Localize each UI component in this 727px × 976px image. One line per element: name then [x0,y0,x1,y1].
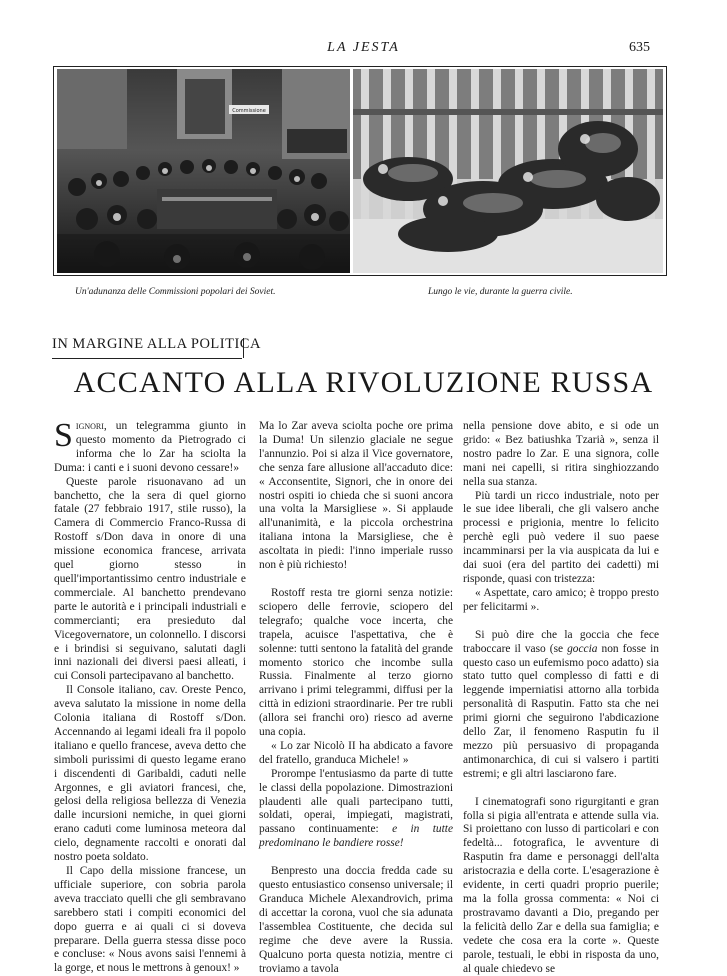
soviet-meeting-photo [57,69,350,273]
paragraph: « Aspettate, caro amico; è troppo presto per felicitarmi ». [463,586,659,613]
magazine-title: LA JESTA [327,40,400,55]
paragraph: Il Console italiano, cav. Oreste Penco, aveva salutato la missione in nome della Colonia italiana di Rostoff s/Don. Accennando ai legami ideali fra il popolo italiano e quello francese, aveva detto che simboli purissimi di questo legame erano i discendenti di Garibaldi, caduti nelle Argonnes, e gli aviatori francesi, che, gelosi della religiosa bellezza di Venezia dalle incursioni nemiche, in quei giorni erano caduti come luminosa meteora dal cielo, degnamente raccolti e onorati dal nostro poeta soldato. [54,684,246,864]
drop-cap: S [54,417,73,454]
paragraph-text: Prorompe l'entusiasmo da parte di tutte le classi della popolazione. Dimostrazioni plaudenti alle quali partecipano tutti, soldati, operai, impiegati, magistrati, passano continuamente: [259,767,453,836]
paragraph: « Lo zar Nicolò II ha abdicato a favore del fratello, granduca Michele! » [259,739,453,766]
article-column-2 [259,420,453,976]
paragraph: I cinematografi sono rigurgitanti e gran folla si pigia all'entrata e attende sulla via. Si proiettano con lusso di particolari e con fedeltà... fotografica, le avventure di Rasputin fra dame e personaggi dell'alta aristocrazia e della corte. L'esagerazione è evidente, in certi quadri proprio puerile; ma la folla grossa commenta: « Noi ci prostravamo davanti a Dio, pregando per la felicità dello Zar e della sua famiglia; e vedete che cosa era la corte ». Queste parole, testuali, le ebbi in risposta da uno, al quale chiedevo se [463,795,659,975]
photo-panel [53,66,667,276]
section-label: IN MARGINE ALLA POLITICA [52,336,261,352]
opening-smallcaps: ignori [75,420,104,432]
italic-word: goccia [567,642,598,655]
italic-phrase: e in tutte predominano le bandiere rosse! [259,823,453,850]
article-headline: ACCANTO ALLA RIVOLUZIONE RUSSA [73,366,654,399]
paragraph-text: non fosse in questo caso un eufemismo poco adatto) sia stato tutto quel complesso di fatti e di leggende imperniatisi attorno alla torbida personalità di Rasputin. Fatto sta che nei primi giorni che seguirono l'abdicazione dello Zar, il fenomeno Rasputin fu il mezzo più persuasivo di propaganda antimonarchica, di cui si valsero i partiti estremi; e gli altri lasciarono fare. [463,642,659,780]
paragraph: nella pensione dove abito, e si ode un grido: « Bez batiushka Tzarià », senza il nostro padre lo Zar. E una signora, colle mani nei capelli, si ritira singhiozzando nella sua stanza. [463,420,659,488]
right-photo-caption: Lungo le vie, durante la guerra civile. [428,287,573,297]
section-side-rule [243,338,244,358]
article-column-1 [54,417,246,976]
street-civil-war-photo [353,69,663,273]
paragraph-text: Si può dire che la goccia che fece traboccare il vaso (se [463,628,659,655]
section-underline [52,358,242,359]
paragraph: Benpresto una doccia fredda cade su questo entusiastico consenso universale; il Granduca Michele Alexandrovich, prima di accettar la corona, vuol che sia adunata l'assemblea Costituente, che decida sul regime che deve avere la Russia. Qualcuno porta questa notizia, mentre ci troviamo a tavola [259,865,453,975]
paragraph: Ma lo Zar aveva sciolta poche ore prima la Duma! Un silenzio glaciale ne segue l'annunzio. Poi si alza il Vice governatore, che senza fare allusione all'accaduto dice: « Acconsentite, Signori, che in onore dei nostri ospiti io chieda che si suoni ancora una volta la Marsigliese ». Si applaude all'unanimità, e la piccola orchestrina italiana intona la Marsigliese, che è ascoltata in piedi: l'inno imperiale russo non è più richiesto! [259,420,453,572]
paragraph: Queste parole risuonavano ad un banchetto, che la sera di quel giorno fatale (27 febbraio 1917, stile russo), la Camera di Commercio Franco-Russa di Rostoff s/Don dava in onore di una missione economica francese, arrivata quel giorno stesso in quell'importantissimo centro industriale e commerciale. Al banchetto prendevano parte le autorità e i principali industriali e commercianti; era presieduto dal Vicegovernatore, un colonnello. I discorsi e i brindisi si seguivano, salutati dagli inni nazionali dei diversi paesi alleati, i cui Consoli partecipavano al banchetto. [54,475,246,683]
paragraph: Più tardi un ricco industriale, noto per le sue idee liberali, che gli valsero anche processi e prigionia, mentre lo felicito perchè egli può vedere il suo paese incamminarsi per la via auspicata da lui e dai suoi (era del partito dei cadetti) mi risponde, quasi con tristezza: [463,489,659,585]
opening-text: , un telegramma giunto in questo momento da Pietrogrado ci informa che lo Zar ha sciolta la Duma: i canti e i suoni devono cessare!» [54,420,246,474]
paragraph: Rostoff resta tre giorni senza notizie: sciopero delle ferrovie, sciopero del telegrafo; qualche voce incerta, che trapela, acuisce l'aspettativa, che è solenne: tutti sentono la fatalità del grande momento storico che incombe sulla Russia. Finalmente al terzo giorno arrivano i primi telegrammi, diffusi per la città in edizioni straordinarie. Per tre rubli (allora sei franchi oro) riesco ad averne una copia. [259,586,453,739]
article-column-3 [463,420,659,976]
page-number: 635 [629,40,650,55]
wall-sign-text: Commissione [232,108,266,114]
paragraph [54,417,246,476]
paragraph: Il Capo della missione francese, un ufficiale superiore, con sobria parola aveva tracciato quelli che gli sembravano sarebbero stati i compiti economici del dopo guerra e ai quali ci si doveva preparare. Della guerra stessa disse poco e concluse: « Nous avons saisi l'ennemi à la gorge, et nous le mettrons à genoux! » [54,865,246,975]
left-photo-caption: Un'adunanza delle Commissioni popolari dei Soviet. [75,287,276,297]
paragraph [463,629,659,782]
paragraph [259,768,453,851]
